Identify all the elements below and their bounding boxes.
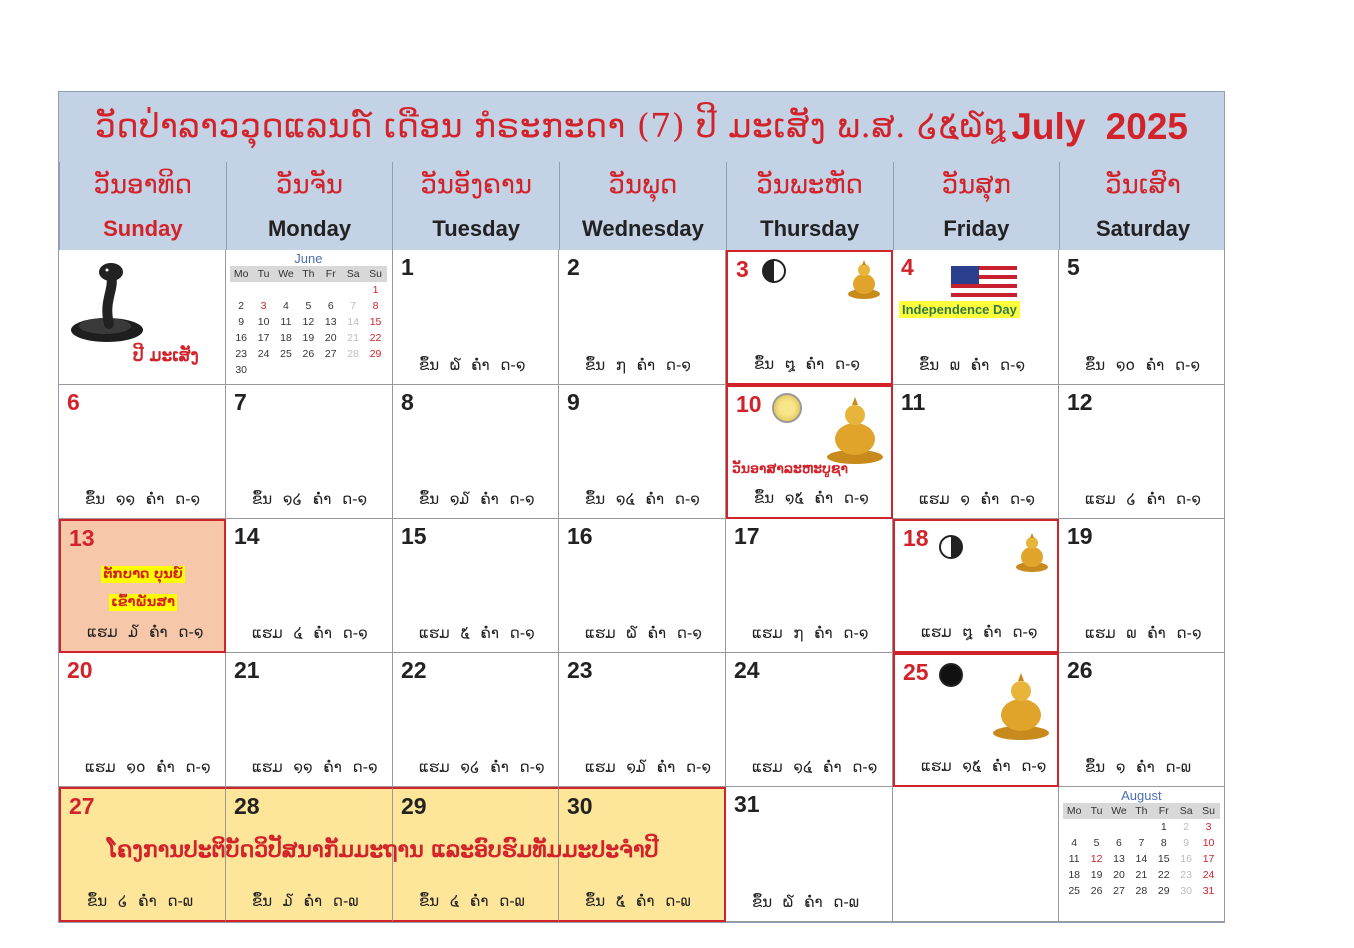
lunar-date: ຂຶ້ນ ໕ ຄ່ຳ ດ-໙ (585, 892, 691, 910)
day-cell (559, 653, 726, 787)
day-cell-holy-day (726, 250, 893, 385)
weekday-lao: ວັນຈັນ (276, 170, 344, 200)
weekday-en: Saturday (1095, 216, 1191, 241)
lunar-date: ແຮມ ໑໑ ຄ່ຳ ດ-໑ (252, 758, 378, 776)
mini-day (320, 282, 342, 298)
mini-day: 14 (347, 316, 359, 328)
mini-weekday: Tu (1090, 805, 1103, 817)
mini-day: 3 (260, 300, 267, 312)
mini-day (1063, 819, 1085, 835)
day-cell (559, 519, 726, 653)
lunar-date: ແຮມ ໓ ຄ່ຳ ດ-໑ (87, 623, 204, 641)
june-mini-calendar-cell (226, 250, 393, 385)
year-label: ປີ ມະເສັງ (133, 346, 199, 366)
mini-weekday-row (230, 266, 387, 282)
day-cell (226, 519, 393, 653)
day-number: 11 (901, 389, 926, 415)
day-cell (1059, 653, 1225, 787)
mini-day: 17 (257, 332, 270, 344)
day-number: 15 (401, 523, 427, 549)
lunar-date: ແຮມ ໑໕ ຄ່ຳ ດ-໑ (921, 757, 1047, 775)
day-number: 5 (1067, 254, 1080, 280)
calendar-header (59, 92, 1224, 250)
mini-week-row (1063, 851, 1220, 867)
mini-weekday: Fr (1158, 805, 1169, 817)
mini-day (275, 282, 297, 298)
day-number: 13 (69, 525, 95, 551)
lunar-date: ຂຶ້ນ ໙ ຄ່ຳ ດ-໑ (919, 356, 1026, 374)
month-year-title: July 2025 (1011, 106, 1188, 147)
weekday-header-tuesday (392, 162, 559, 250)
mini-weekday-row (1063, 803, 1220, 819)
mini-day: 7 (1138, 837, 1145, 849)
day-number: 19 (1067, 523, 1093, 549)
day-cell (59, 653, 226, 787)
day-number: 3 (736, 256, 749, 282)
lunar-date: ແຮມ ໕ ຄ່ຳ ດ-໑ (419, 624, 535, 642)
mini-day: 27 (324, 348, 337, 360)
mini-weekday: Sa (346, 268, 360, 280)
day-cell (726, 519, 893, 653)
mini-day: 10 (1202, 837, 1215, 849)
weekday-lao: ວັນອັງຄານ (420, 170, 533, 200)
day-number: 28 (234, 793, 260, 819)
mini-week-row (230, 314, 387, 330)
day-cell (59, 385, 226, 519)
day-number: 25 (903, 659, 929, 685)
buddha-icon (825, 393, 885, 465)
day-cell (893, 385, 1059, 519)
day-cell (393, 653, 559, 787)
mini-weekday: Mo (233, 268, 249, 280)
mini-day (230, 282, 252, 298)
mini-day: 8 (1160, 837, 1167, 849)
day-cell (726, 653, 893, 787)
day-number: 9 (567, 389, 580, 415)
lunar-date: ຂຶ້ນ ໒ ຄ່ຳ ດ-໙ (87, 892, 194, 910)
day-cell-holy-day (893, 653, 1059, 787)
mini-day: 3 (1205, 821, 1212, 833)
mini-day: 10 (257, 316, 270, 328)
mini-day: 2 (238, 300, 245, 312)
day-number: 8 (401, 389, 414, 415)
day-number: 14 (234, 523, 260, 549)
lunar-date: ແຮມ ໖ ຄ່ຳ ດ-໑ (585, 624, 702, 642)
day-number: 10 (736, 391, 762, 417)
lunar-date: ແຮມ ໑໒ ຄ່ຳ ດ-໑ (419, 758, 545, 776)
day-number: 31 (734, 791, 760, 817)
mini-day: 4 (283, 300, 289, 312)
day-number: 1 (401, 254, 414, 280)
day-cell (226, 385, 393, 519)
lunar-date: ແຮມ ໑ ຄ່ຳ ດ-໑ (919, 490, 1036, 508)
weekday-en: Monday (267, 216, 352, 241)
lunar-date: ແຮມ ໙ ຄ່ຳ ດ-໑ (1085, 624, 1202, 642)
calendar-page (58, 91, 1225, 923)
day-number: 4 (901, 254, 914, 280)
mini-week-row (1063, 883, 1220, 899)
temple-title: ວັດປ່າລາວວຸດແລນດ໌ ເດືອນ ກໍຣະກະດາ (7) ປີ ມະເສັງ ພ.ສ. ໒໕໖໘ (95, 106, 1007, 145)
day-number: 20 (67, 657, 93, 683)
august-mini-calendar (1063, 788, 1220, 899)
mini-day: 7 (350, 300, 357, 312)
new-moon-icon (939, 663, 963, 687)
lunar-date: ຂຶ້ນ ໖ ຄ່ຳ ດ-໙ (752, 893, 859, 911)
mini-day: 18 (1068, 869, 1081, 881)
lunar-date: ຂຶ້ນ ໘ ຄ່ຳ ດ-໑ (754, 355, 861, 373)
mini-day (342, 282, 364, 298)
mini-day: 2 (1183, 821, 1190, 833)
mini-day: 20 (1113, 869, 1125, 881)
day-cell (726, 787, 893, 922)
day-number: 23 (567, 657, 593, 683)
day-number: 7 (234, 389, 247, 415)
mini-day: 24 (1202, 869, 1215, 881)
day-cell (1059, 519, 1225, 653)
weekday-header-friday (893, 162, 1060, 250)
august-mini-calendar-cell (1059, 787, 1225, 922)
buddha-icon (991, 669, 1051, 741)
day-cell-event (59, 519, 226, 653)
mini-weekday: Th (1135, 805, 1148, 817)
day-number: 6 (67, 389, 80, 415)
mini-day (297, 282, 319, 298)
calendar-grid (59, 250, 1224, 922)
day-number: 24 (734, 657, 760, 683)
day-cell (559, 385, 726, 519)
lunar-date: ຂຶ້ນ ໑໑ ຄ່ຳ ດ-໑ (85, 490, 201, 508)
weekday-lao: ວັນສຸກ (941, 170, 1011, 200)
mini-weekday: Su (1202, 805, 1215, 817)
mini-day: 22 (369, 332, 382, 344)
mini-weekday: Mo (1066, 805, 1082, 817)
mini-day: 6 (327, 300, 334, 312)
lunar-date: ແຮມ ໑໐ ຄ່ຳ ດ-໑ (85, 758, 211, 776)
mini-day: 9 (1183, 837, 1190, 849)
mini-day: 15 (1157, 853, 1170, 865)
buddha-icon (847, 258, 881, 300)
lunar-date: ຂຶ້ນ ໑໐ ຄ່ຳ ດ-໑ (1085, 356, 1201, 374)
mini-weekday: Fr (325, 268, 336, 280)
weekday-en: Sunday (103, 216, 183, 241)
mini-day: 29 (369, 348, 382, 360)
day-cell (893, 250, 1059, 385)
mini-day: 4 (1071, 837, 1078, 849)
event-line: ຕັກບາດ ບຸນຍ໌ (103, 567, 183, 582)
mini-day: 16 (1180, 853, 1192, 865)
lunar-date: ຂຶ້ນ ໑໒ ຄ່ຳ ດ-໑ (252, 490, 368, 508)
mini-day: 23 (1180, 869, 1192, 881)
mini-day: 20 (324, 332, 337, 344)
alms-giving-note (97, 561, 189, 617)
day-cell (226, 653, 393, 787)
mini-day: 30 (1180, 885, 1192, 897)
mini-weekday: Su (369, 268, 382, 280)
lunar-date: ຂຶ້ນ ໑໔ ຄ່ຳ ດ-໑ (585, 490, 700, 508)
day-number: 17 (734, 523, 760, 549)
mini-day: 19 (1090, 869, 1103, 881)
mini-day: 1 (372, 284, 379, 296)
day-cell-holy-day (726, 385, 893, 519)
mini-day: 13 (1113, 853, 1125, 865)
june-mini-calendar (230, 251, 387, 378)
full-moon-icon (772, 393, 802, 423)
mini-week-row (1063, 867, 1220, 883)
day-number: 18 (903, 525, 929, 551)
mini-week-row (230, 346, 387, 362)
mini-day: 19 (302, 332, 315, 344)
mini-day: 27 (1113, 885, 1125, 897)
mini-weekday: Sa (1179, 805, 1193, 817)
mini-day: 9 (238, 316, 245, 328)
lunar-date: ຂຶ້ນ ໔ ຄ່ຳ ດ-໙ (419, 892, 525, 910)
day-cell-holy-day (893, 519, 1059, 653)
mini-day: 17 (1202, 853, 1215, 865)
mini-day: 14 (1135, 853, 1148, 865)
day-number: 29 (401, 793, 427, 819)
asalha-puja-label: ວັນອາສາລະຫະບູຊາ (732, 461, 848, 477)
mini-day: 28 (347, 348, 359, 360)
last-quarter-moon-icon (939, 535, 963, 559)
weekday-en: Wednesday (582, 216, 704, 241)
mini-day: 25 (1068, 885, 1081, 897)
day-number: 26 (1067, 657, 1093, 683)
mini-day: 29 (1157, 885, 1170, 897)
weekday-header-sunday (59, 162, 226, 250)
empty-cell (893, 787, 1059, 922)
mini-day: 12 (302, 316, 315, 328)
lunar-date: ຂຶ້ນ ໑ ຄ່ຳ ດ-໙ (1085, 758, 1192, 776)
day-cell (1059, 250, 1225, 385)
mini-day: 23 (235, 348, 248, 360)
mini-day: 30 (235, 364, 248, 376)
event-line: ເຂົ້າພັນສາ (111, 595, 175, 610)
lunar-date: ຂຶ້ນ ໗ ຄ່ຳ ດ-໑ (585, 356, 691, 374)
day-cell (393, 385, 559, 519)
mini-day: 8 (372, 300, 379, 312)
lunar-date: ແຮມ ໔ ຄ່ຳ ດ-໑ (252, 624, 368, 642)
mini-day: 13 (324, 316, 337, 328)
weekday-en: Friday (943, 216, 1010, 241)
mini-day: 26 (1090, 885, 1103, 897)
mini-day: 25 (280, 348, 292, 360)
weekday-en: Tuesday (432, 216, 521, 241)
mini-weekday: Th (302, 268, 315, 280)
mini-day: 21 (347, 332, 359, 344)
weekday-en: Thursday (760, 216, 860, 241)
independence-day-label: Independence Day (899, 301, 1020, 318)
mini-week-row (230, 362, 387, 378)
mini-day: 11 (280, 316, 292, 328)
day-number: 2 (567, 254, 580, 280)
mini-weekday: Tu (257, 268, 270, 280)
day-number: 30 (567, 793, 593, 819)
weekday-lao: ວັນອາທິດ (93, 170, 193, 200)
mini-title: August (1121, 788, 1162, 803)
day-number: 21 (234, 657, 260, 683)
mini-day (252, 282, 274, 298)
mini-day (1085, 819, 1107, 835)
lunar-date: ຂຶ້ນ ໑໓ ຄ່ຳ ດ-໑ (419, 490, 535, 508)
mini-day: 26 (302, 348, 315, 360)
day-number: 16 (567, 523, 593, 549)
mini-week-row (230, 282, 387, 298)
weekday-header-monday (226, 162, 393, 250)
mini-day: 5 (305, 300, 312, 312)
day-cell (1059, 385, 1225, 519)
lunar-date: ແຮມ ໘ ຄ່ຳ ດ-໑ (921, 623, 1038, 641)
mini-day: 1 (1160, 821, 1167, 833)
mini-day: 22 (1157, 869, 1170, 881)
lunar-date: ຂຶ້ນ ໑໕ ຄ່ຳ ດ-໑ (754, 489, 869, 507)
weekday-header-wednesday (559, 162, 726, 250)
mini-day (1130, 819, 1152, 835)
meditation-retreat-banner: ໂຄງການປະຕິບັດວິປັສນາກັມມະຖານ ແລະອົບຮົມທັມມະປະຈຳປີ (107, 837, 659, 863)
us-flag-icon (951, 264, 1021, 304)
mini-week-row (230, 330, 387, 346)
buddha-icon (1015, 531, 1049, 573)
weekday-header-saturday (1059, 162, 1226, 250)
weekday-header-thursday (726, 162, 893, 250)
lunar-date: ແຮມ ໒ ຄ່ຳ ດ-໑ (1085, 490, 1202, 508)
day-number: 12 (1067, 389, 1093, 415)
mini-weekday: We (278, 268, 294, 280)
mini-day: 15 (369, 316, 382, 328)
mini-day: 31 (1202, 885, 1215, 897)
mini-title: June (294, 251, 323, 266)
day-number: 22 (401, 657, 427, 683)
mini-day: 16 (235, 332, 248, 344)
mini-week-row (1063, 819, 1220, 835)
day-cell (393, 250, 559, 385)
mini-day: 18 (280, 332, 292, 344)
lunar-date: ຂຶ້ນ ໖ ຄ່ຳ ດ-໑ (419, 356, 526, 374)
mini-day (1108, 819, 1130, 835)
first-quarter-moon-icon (762, 259, 786, 283)
lunar-date: ແຮມ ໑໓ ຄ່ຳ ດ-໑ (585, 758, 712, 776)
day-cell (393, 519, 559, 653)
mini-day: 6 (1116, 837, 1122, 849)
lunar-date: ຂຶ້ນ ໓ ຄ່ຳ ດ-໙ (252, 892, 359, 910)
snake-year-cell (59, 250, 226, 385)
mini-day: 12 (1090, 853, 1103, 865)
weekday-lao: ວັນເສົາ (1105, 170, 1181, 200)
day-number: 27 (69, 793, 95, 819)
mini-weekday: We (1111, 805, 1127, 817)
mini-day: 24 (257, 348, 270, 360)
mini-day: 28 (1135, 885, 1148, 897)
lunar-date: ແຮມ ໗ ຄ່ຳ ດ-໑ (752, 624, 869, 642)
mini-day: 21 (1135, 869, 1148, 881)
mini-week-row (1063, 835, 1220, 851)
day-cell (559, 250, 726, 385)
weekday-lao: ວັນພຸດ (608, 170, 678, 200)
mini-day: 5 (1093, 837, 1100, 849)
mini-day: 11 (1068, 853, 1080, 865)
snake-icon (65, 260, 155, 350)
mini-week-row (230, 298, 387, 314)
weekday-lao: ວັນພະຫັດ (756, 170, 863, 200)
lunar-date: ແຮມ ໑໔ ຄ່ຳ ດ-໑ (752, 758, 878, 776)
